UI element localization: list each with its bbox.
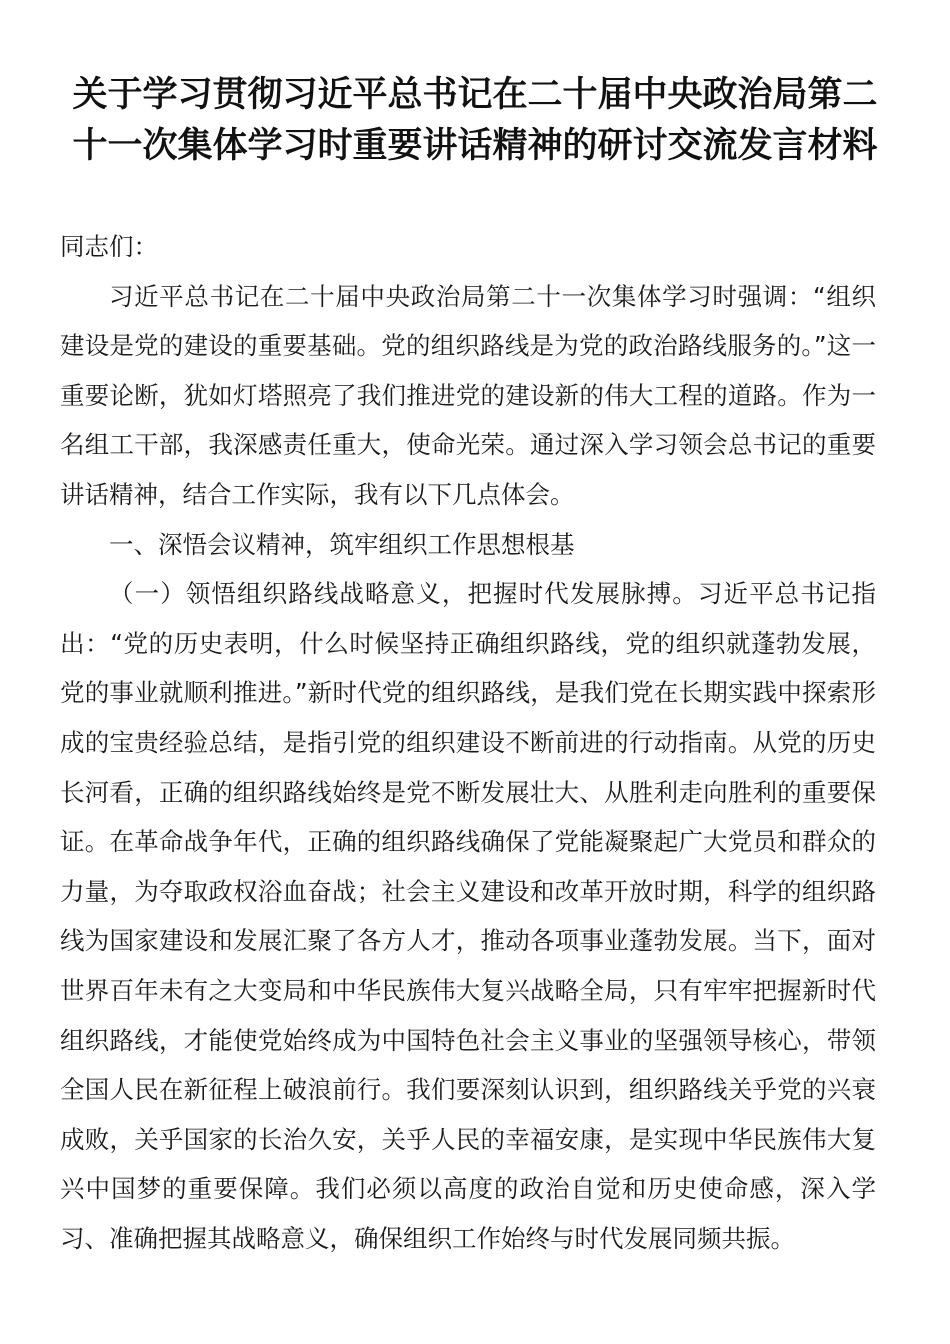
body-paragraph: （一）领悟组织路线战略意义，把握时代发展脉搏。习近平总书记指出：“党的历史表明，什么时候坚持正确组织路线，党的组织就蓬勃发展，党的事业就顺利推进。”新时代党的组织路线，是我们党在长期实践中探索形成的宝贵经验总结，是指引党的组织建设不断前进的行动指南。从党的历史长河看，正确的组织路线始终是党不断发展壮大、从胜利走向胜利的重要保证。在革命战争年代，正确的组织路线确保了党能凝聚起广大党员和群众的力量，为夺取政权浴血奋战；社会主义建设和改革开放时期，科学的组织路线为国家建设和发展汇聚了各方人才，推动各项事业蓬勃发展。当下，面对世界百年未有之大变局和中华民族伟大复兴战略全局，只有牢牢把握新时代组织路线，才能使党始终成为中国特色社会主义事业的坚强领导核心，带领全国人民在新征程上破浪前行。我们要深刻认识到，组织路线关乎党的兴衰成败，关乎国家的长治久安，关乎人民的幸福安康，是实现中华民族伟大复兴中国梦的重要保障。我们必须以高度的政治自觉和历史使命感，深入学习、准确把握其战略意义，确保组织工作始终与时代发展同频共振。 — [60, 579, 876, 1253]
intro-paragraph: 习近平总书记在二十届中央政治局第二十一次集体学习时强调：“组织建设是党的建设的重要基础。党的组织路线是为党的政治路线服务的。”这一重要论断，犹如灯塔照亮了我们推进党的建设新的伟大工程的道路。作为一名组工干部，我深感责任重大，使命光荣。通过深入学习领会总书记的重要讲话精神，结合工作实际，我有以下几点体会。 — [60, 281, 876, 509]
document-body — [60, 222, 876, 1263]
salutation: 同志们： — [60, 232, 158, 261]
section-heading: 一、深悟会议精神，筑牢组织工作思想根基 — [109, 529, 575, 559]
document-title: 关于学习贯彻习近平总书记在二十届中央政治局第二十一次集体学习时重要讲话精神的研讨交流发言材料 — [72, 75, 878, 166]
